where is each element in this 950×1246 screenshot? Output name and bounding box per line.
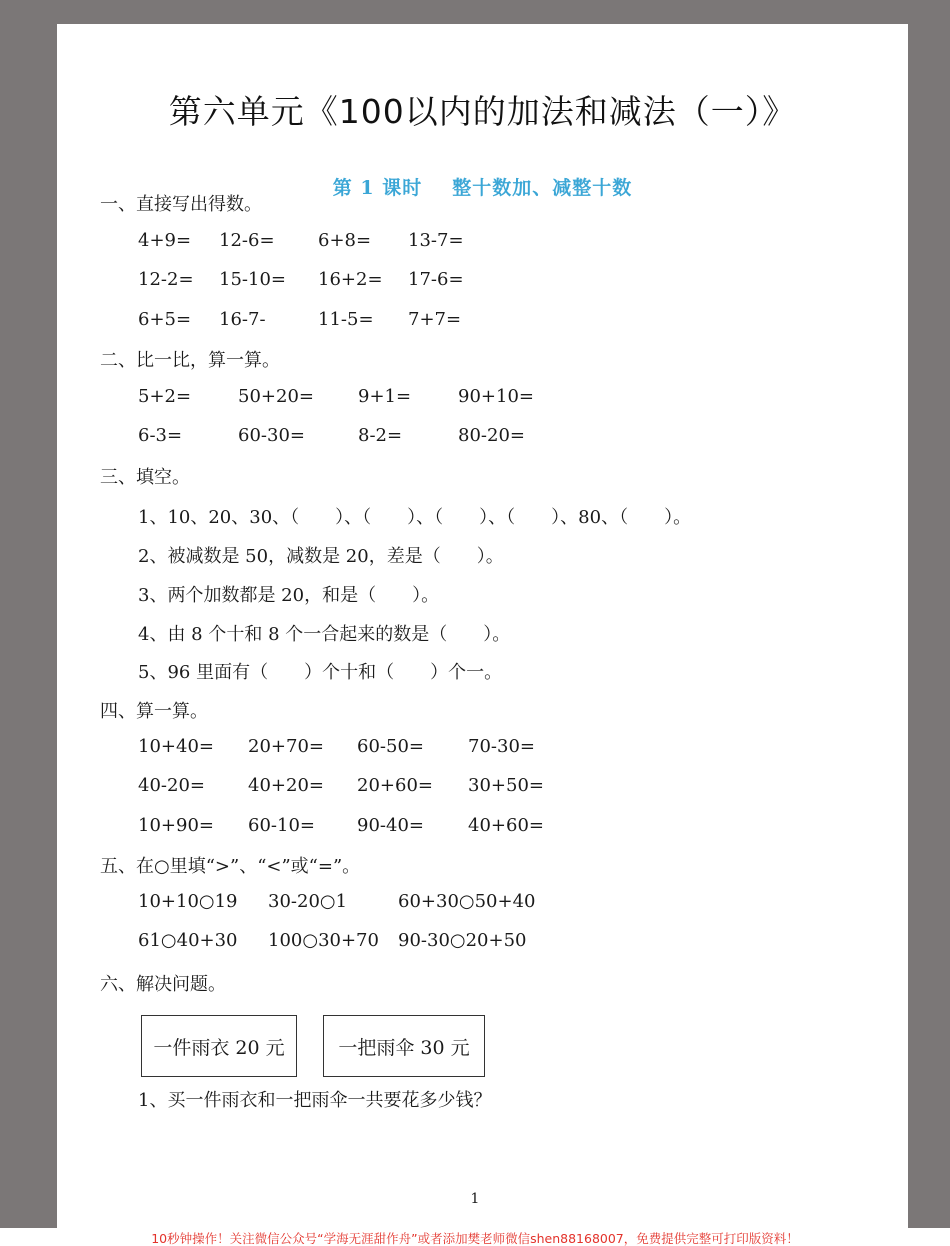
problem: 90+10= [458, 386, 534, 407]
section-heading-4: 四、算一算。 [100, 701, 208, 722]
problem: 8-2= [358, 425, 403, 446]
problem: 60-50= [357, 736, 424, 757]
compare-problem: 100○30+70 [268, 930, 379, 951]
problem: 13-7= [408, 230, 464, 251]
problem: 17-6= [408, 269, 464, 290]
section-heading-3: 三、填空。 [100, 467, 190, 488]
problem: 60-30= [238, 425, 305, 446]
section-heading-6: 六、解决问题。 [100, 974, 226, 995]
section-heading-5: 五、在○里填“>”、“<”或“=”。 [100, 856, 361, 877]
fill-blank-item: 5、96 里面有（ ）个十和（ ）个一。 [138, 662, 503, 683]
problem: 12-6= [219, 230, 275, 251]
problem: 80-20= [458, 425, 525, 446]
problem: 10+90= [138, 815, 214, 836]
word-problem-question: 1、买一件雨衣和一把雨伞一共要花多少钱？ [138, 1090, 492, 1111]
problem: 50+20= [238, 386, 314, 407]
problem: 40+60= [468, 815, 544, 836]
page-number: 1 [470, 1191, 480, 1207]
problem: 6+5= [138, 309, 192, 330]
compare-problem: 90-30○20+50 [398, 930, 527, 951]
problem: 9+1= [358, 386, 412, 407]
problem: 40+20= [248, 775, 324, 796]
problem: 10+40= [138, 736, 214, 757]
compare-problem: 10+10○19 [138, 891, 238, 912]
problem: 20+60= [357, 775, 433, 796]
problem: 15-10= [219, 269, 286, 290]
page-title: 第六单元《100以内的加法和减法（一）》 [168, 92, 797, 131]
problem: 6+8= [318, 230, 372, 251]
lesson-period: 第 1 课时 [332, 177, 423, 199]
lesson-topic: 整十数加、减整十数 [452, 177, 633, 199]
fill-blank-item: 4、由 8 个十和 8 个一合起来的数是（ ）。 [138, 624, 511, 645]
fill-blank-item: 2、被减数是 50，减数是 20，差是（ ）。 [138, 546, 504, 567]
section-heading-2: 二、比一比，算一算。 [100, 350, 280, 371]
footer-note: 10秒钟操作！关注微信公众号“学海无涯甜作舟”或者添加樊老师微信shen88168007，免费提供完整可打印版资料！ [151, 1231, 799, 1246]
compare-problem: 60+30○50+40 [398, 891, 536, 912]
price-box-raincoat [141, 1015, 297, 1077]
price-box-umbrella [323, 1015, 485, 1077]
problem: 11-5= [318, 309, 374, 330]
compare-problem: 30-20○1 [268, 891, 348, 912]
price-label: 一件雨衣 20 元 [153, 1036, 285, 1059]
fill-blank-item: 3、两个加数都是 20，和是（ ）。 [138, 585, 440, 606]
fill-blank-item: 1、10、20、30、（ ）、（ ）、（ ）、（ ）、80、（ ）。 [138, 507, 692, 528]
problem: 6-3= [138, 425, 183, 446]
section-heading-1: 一、直接写出得数。 [100, 194, 262, 215]
price-label: 一把雨伞 30 元 [338, 1036, 470, 1059]
problem: 90-40= [357, 815, 424, 836]
problem: 12-2= [138, 269, 194, 290]
problem: 40-20= [138, 775, 205, 796]
problem: 20+70= [248, 736, 324, 757]
problem: 30+50= [468, 775, 544, 796]
problem: 60-10= [248, 815, 315, 836]
problem: 5+2= [138, 386, 192, 407]
problem: 70-30= [468, 736, 535, 757]
problem: 16+2= [318, 269, 383, 290]
problem: 4+9= [138, 230, 192, 251]
compare-problem: 61○40+30 [138, 930, 238, 951]
problem: 16-7- [219, 309, 266, 330]
problem: 7+7= [408, 309, 462, 330]
